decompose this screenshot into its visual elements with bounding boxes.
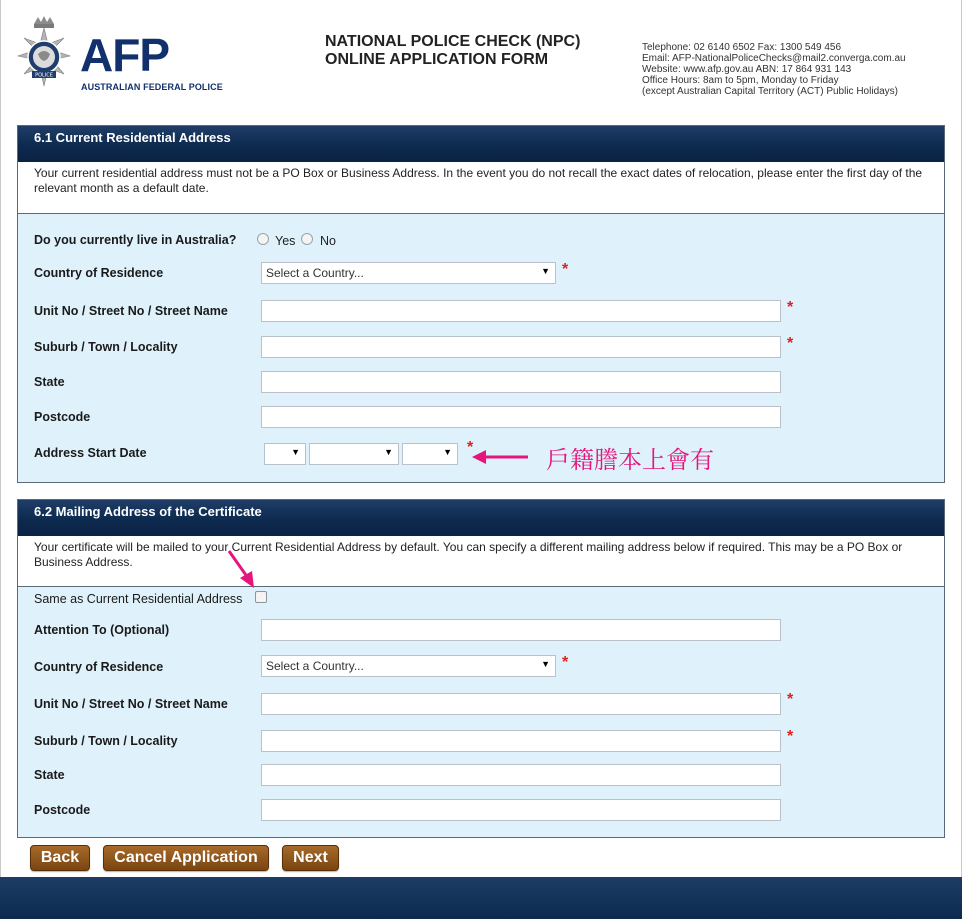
street-input[interactable] [261, 300, 781, 322]
chevron-down-icon: ▼ [541, 659, 550, 669]
page-header [0, 0, 962, 120]
section-current-residential-address [17, 125, 945, 483]
section-mailing-address [17, 499, 945, 838]
section-heading: 6.2 Mailing Address of the Certificate [18, 500, 944, 536]
seal-text: POLICE [35, 72, 53, 79]
country-row [18, 261, 944, 287]
contact-info [642, 42, 906, 97]
start-date-day-select[interactable] [264, 443, 306, 465]
start-date-month-select[interactable] [309, 443, 399, 465]
live-in-australia-label: Do you currently live in Australia? [34, 233, 237, 247]
chevron-down-icon: ▼ [384, 447, 393, 457]
annotation-arrow-icon [472, 449, 530, 465]
state-row [18, 370, 944, 396]
same-as-label: Same as Current Residential Address [34, 592, 243, 606]
chevron-down-icon: ▼ [443, 447, 452, 457]
postcode-row [18, 405, 944, 431]
cancel-application-button[interactable]: Cancel Application [103, 845, 269, 871]
yes-radio[interactable] [257, 233, 269, 245]
street-input[interactable] [261, 693, 781, 715]
section-form-body [18, 587, 944, 837]
form-title-line1: NATIONAL POLICE CHECK (NPC) [325, 33, 581, 50]
attention-row [18, 618, 944, 644]
street-label: Unit No / Street No / Street Name [34, 304, 228, 318]
section-heading: 6.1 Current Residential Address [18, 126, 944, 162]
state-row [18, 763, 944, 789]
required-marker: * [467, 439, 474, 456]
required-marker: * [787, 335, 794, 352]
postcode-input[interactable] [261, 799, 781, 821]
required-marker: * [787, 728, 794, 745]
street-row [18, 692, 944, 718]
no-label[interactable]: No [320, 234, 336, 248]
chevron-down-icon: ▼ [291, 447, 300, 457]
country-select-value: Select a Country... [266, 266, 364, 280]
postcode-row [18, 798, 944, 824]
country-select[interactable] [261, 655, 556, 677]
logo-wordmark: AFP [80, 29, 169, 81]
required-marker: * [562, 654, 569, 671]
attention-input[interactable] [261, 619, 781, 641]
required-marker: * [562, 261, 569, 278]
contact-email: Email: AFP-NationalPoliceChecks@mail2.converga.com.au [642, 53, 906, 64]
contact-hours: Office Hours: 8am to 5pm, Monday to Friday [642, 75, 839, 86]
afp-logo [12, 14, 223, 96]
street-row [18, 299, 944, 325]
contact-phone: Telephone: 02 6140 6502 Fax: 1300 549 456 [642, 42, 842, 53]
state-input[interactable] [261, 371, 781, 393]
postcode-label: Postcode [34, 803, 91, 817]
required-marker: * [787, 691, 794, 708]
section-note: Your certificate will be mailed to your Current Residential Address by default. You can specify a different mailing address below if required. This may be a PO Box or Business Address. [18, 536, 944, 587]
live-in-australia-row [18, 228, 944, 254]
section-note: Your current residential address must not be a PO Box or Business Address. In the event you do not recall the exact dates of relocation, please enter the first day of the relevant month as a default date. [18, 162, 944, 214]
yes-label[interactable]: Yes [275, 234, 296, 248]
no-radio[interactable] [301, 233, 313, 245]
suburb-label: Suburb / Town / Locality [34, 734, 178, 748]
annotation-arrow-icon [226, 548, 258, 590]
start-date-label: Address Start Date [34, 446, 147, 460]
page-footer [0, 877, 962, 919]
attention-label: Attention To (Optional) [34, 623, 170, 637]
next-button[interactable]: Next [282, 845, 339, 871]
country-label: Country of Residence [34, 660, 164, 674]
postcode-input[interactable] [261, 406, 781, 428]
country-select-value: Select a Country... [266, 659, 364, 673]
afp-seal-icon [12, 14, 76, 94]
state-label: State [34, 768, 65, 782]
contact-holidays: (except Australian Capital Territory (ACT) Public Holidays) [642, 86, 899, 97]
suburb-row [18, 729, 944, 755]
postcode-label: Postcode [34, 410, 91, 424]
required-marker: * [787, 299, 794, 316]
same-as-row [18, 587, 944, 613]
state-input[interactable] [261, 764, 781, 786]
suburb-label: Suburb / Town / Locality [34, 340, 178, 354]
suburb-row [18, 335, 944, 361]
start-date-year-select[interactable] [402, 443, 458, 465]
section-form-body [18, 214, 944, 482]
contact-website: Website: www.afp.gov.au ABN: 17 864 931 143 [642, 64, 852, 75]
suburb-input[interactable] [261, 730, 781, 752]
country-label: Country of Residence [34, 266, 164, 280]
country-row [18, 655, 944, 681]
annotation-text: 戶籍謄本上會有 [546, 446, 714, 474]
form-title-line2: ONLINE APPLICATION FORM [325, 51, 549, 68]
country-select[interactable] [261, 262, 556, 284]
state-label: State [34, 375, 65, 389]
suburb-input[interactable] [261, 336, 781, 358]
chevron-down-icon: ▼ [541, 266, 550, 276]
back-button[interactable]: Back [30, 845, 90, 871]
logo-subtitle: AUSTRALIAN FEDERAL POLICE [81, 82, 223, 92]
street-label: Unit No / Street No / Street Name [34, 697, 228, 711]
same-as-checkbox[interactable] [255, 591, 267, 603]
